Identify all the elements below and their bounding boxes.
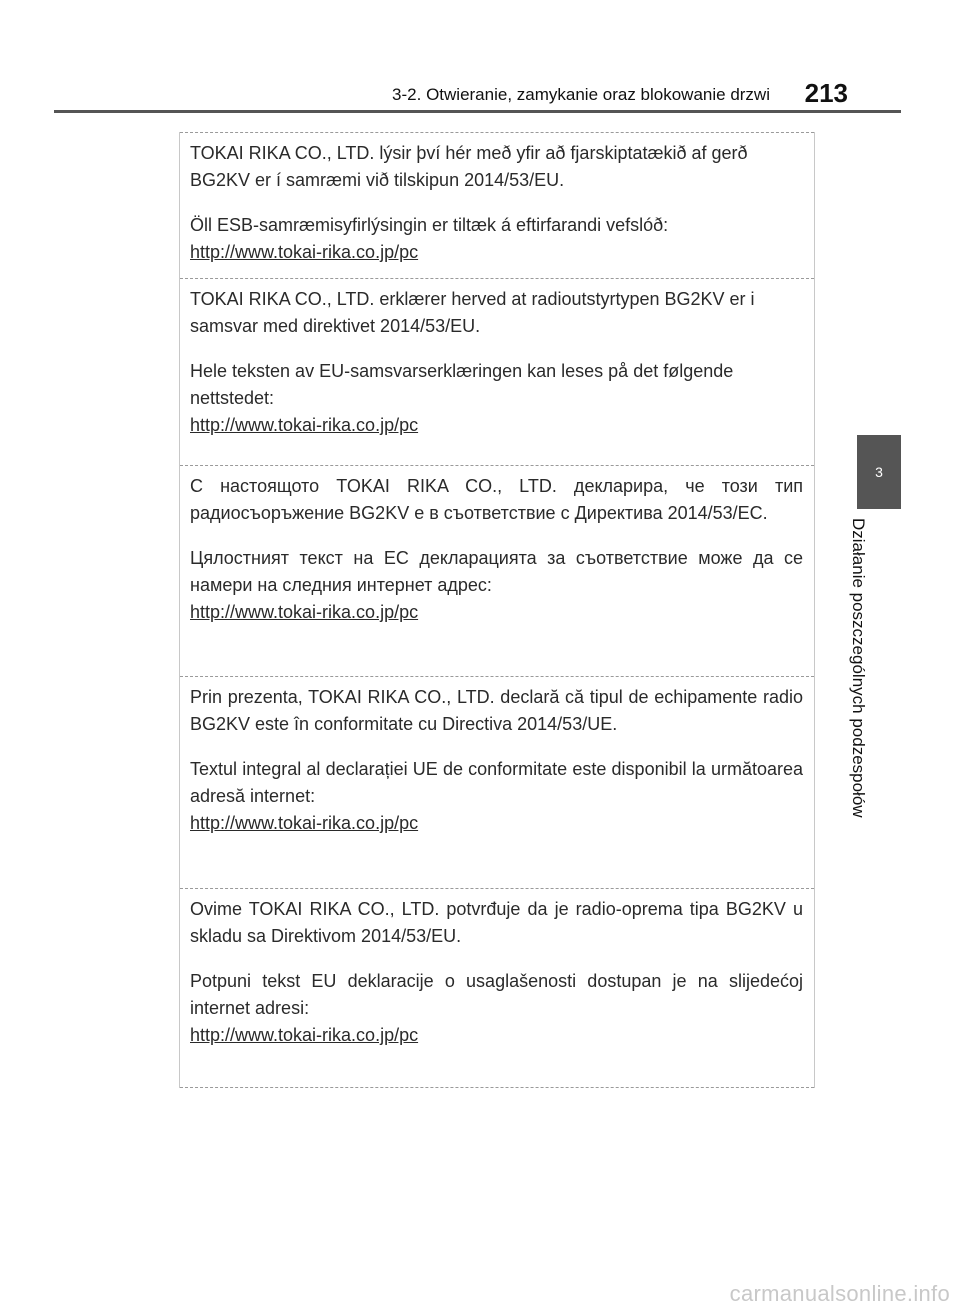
declaration-link[interactable]: http://www.tokai-rika.co.jp/pc [190, 242, 419, 262]
declaration-romanian [180, 676, 814, 888]
declaration-link[interactable]: http://www.tokai-rika.co.jp/pc [190, 602, 419, 622]
declaration-link[interactable]: http://www.tokai-rika.co.jp/pc [190, 415, 419, 435]
page-number: 213 [804, 78, 848, 108]
chapter-number: 3 [875, 464, 883, 480]
declaration-statement: Ovime TOKAI RIKA CO., LTD. potvrđuje da je radio-oprema tipa BG2KV u skladu sa Direktivom 2014/53/EU. [190, 899, 803, 946]
declaration-statement: TOKAI RIKA CO., LTD. lýsir því hér með yfir að fjarskiptatækið af gerð BG2KV er í samræmi við tilskipun 2014/53/EU. [190, 143, 748, 190]
declaration-availability: Öll ESB-samræmisyfirlýsingin er tiltæk á eftirfarandi vefslóð: [190, 215, 669, 235]
declaration-link[interactable]: http://www.tokai-rika.co.jp/pc [190, 1025, 419, 1045]
section-title: 3-2. Otwieranie, zamykanie oraz blokowanie drzwi [392, 85, 770, 104]
site-watermark: carmanualsonline.info [729, 1281, 950, 1306]
declaration-bulgarian [180, 465, 814, 676]
declaration-availability: Цялостният текст на ЕС декларацията за съответствие може да се намери на следния интернет адрес: [190, 548, 803, 595]
declaration-icelandic [180, 132, 814, 278]
declaration-availability: Potpuni tekst EU deklaracije o usaglašenosti dostupan je na slijedećoj internet adresi: [190, 971, 803, 1018]
chapter-label: Działanie poszczególnych podzespołów [849, 518, 868, 818]
declaration-statement: С настоящото TOKAI RIKA CO., LTD. декларира, че този тип радиосъоръжение BG2KV е в съответствие с Директива 2014/53/ЕС. [190, 476, 803, 523]
declaration-availability: Hele teksten av EU-samsvarserklæringen kan leses på det følgende nettstedet: [190, 361, 734, 408]
page-header [0, 0, 960, 120]
declaration-box [179, 132, 815, 1088]
chapter-tab[interactable] [857, 435, 901, 509]
declaration-norwegian [180, 278, 814, 465]
header-divider [54, 110, 901, 113]
declaration-availability: Textul integral al declarației UE de conformitate este disponibil la următoarea adresă internet: [190, 759, 803, 806]
declaration-statement: Prin prezenta, TOKAI RIKA CO., LTD. declară că tipul de echipamente radio BG2KV este în conformitate cu Directiva 2014/53/UE. [190, 687, 803, 734]
declaration-croatian [180, 888, 814, 1088]
declaration-link[interactable]: http://www.tokai-rika.co.jp/pc [190, 813, 419, 833]
declaration-statement: TOKAI RIKA CO., LTD. erklærer herved at radioutstyrtypen BG2KV er i samsvar med direktivet 2014/53/EU. [190, 289, 755, 336]
